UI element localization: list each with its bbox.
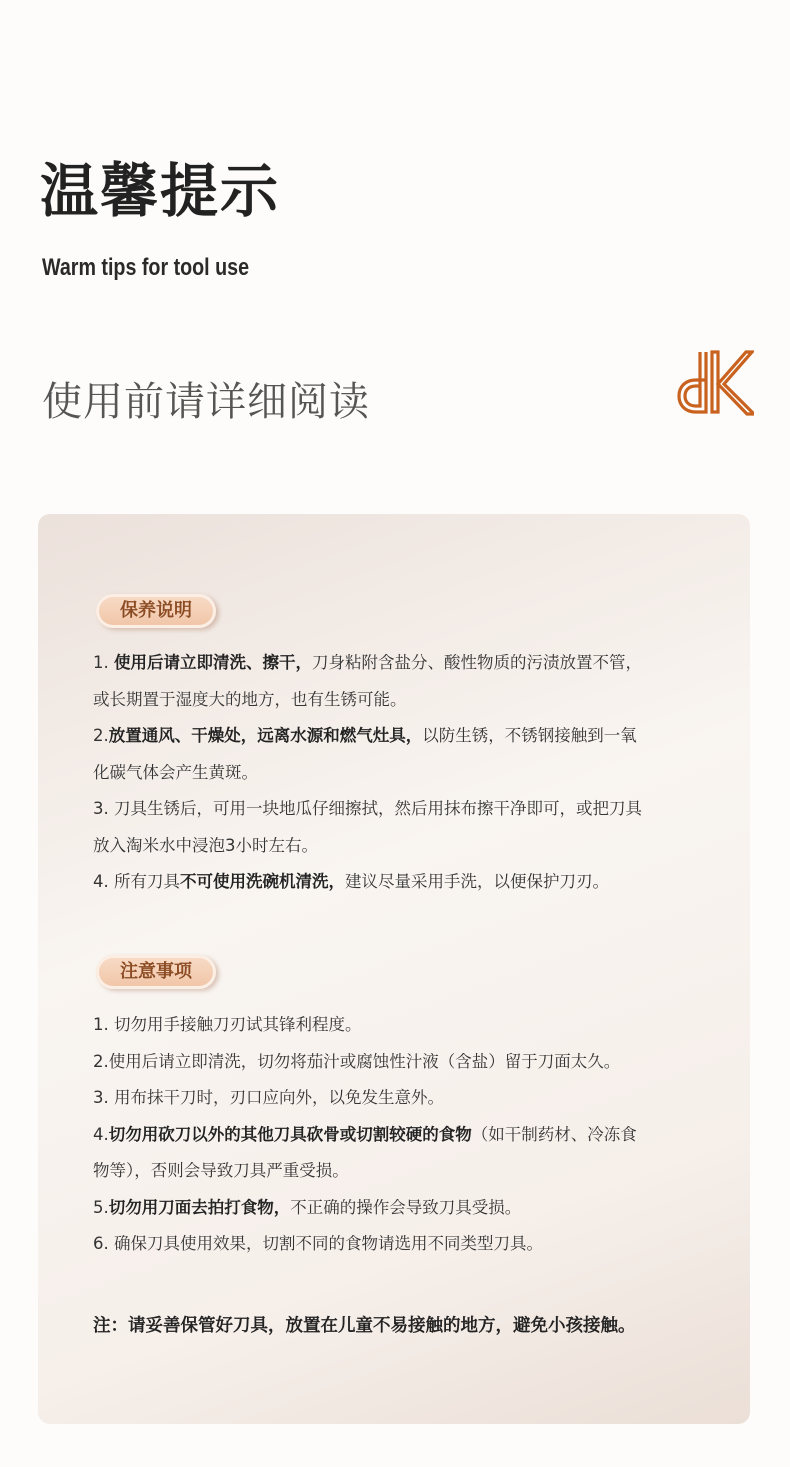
page-subtitle: Warm tips for tool use [42,254,250,281]
maintenance-list [93,645,713,901]
list-item: 5.切勿用刀面去拍打食物，不正确的操作会导致刀具受损。 [93,1197,522,1217]
maintenance-heading: 保养说明 [96,594,216,628]
safety-note: 注：请妥善保管好刀具，放置在儿童不易接触的地方，避免小孩接触。 [93,1316,636,1336]
cautions-list [93,1007,713,1263]
read-first-heading: 使用前请详细阅读 [42,379,370,425]
page-title: 温馨提示 [40,157,281,225]
list-item-continued: 化碳气体会产生黄斑。 [93,762,258,782]
dk-logo-icon [676,346,754,420]
list-item: 2.放置通风、干燥处，远离水源和燃气灶具，以防生锈，不锈钢接触到一氧 [93,726,637,745]
list-item: 4.切勿用砍刀以外的其他刀具砍骨或切割较硬的食物（如干制药材、冷冻食 [93,1124,637,1144]
list-item: 1. 切勿用手接触刀刃试其锋利程度。 [93,1015,362,1034]
list-item-continued: 放入淘米水中浸泡3小时左右。 [93,835,318,855]
tips-card [38,514,750,1424]
list-item: 6. 确保刀具使用效果，切割不同的食物请选用不同类型刀具。 [93,1234,543,1253]
list-item: 1. 使用后请立即清洗、擦干，刀身粘附含盐分、酸性物质的污渍放置不管， [93,653,642,672]
list-item: 3. 用布抹干刀时，刃口应向外，以免发生意外。 [93,1088,444,1107]
cautions-heading: 注意事项 [96,955,216,989]
list-item: 4. 所有刀具不可使用洗碗机清洗，建议尽量采用手洗，以便保护刀刃。 [93,872,609,891]
list-item-continued: 物等），否则会导致刀具严重受损。 [93,1161,349,1180]
list-item: 3. 刀具生锈后，可用一块地瓜仔细擦拭，然后用抹布擦干净即可，或把刀具 [93,799,642,818]
list-item-continued: 或长期置于湿度大的地方，也有生锈可能。 [93,689,407,709]
list-item: 2.使用后请立即清洗，切勿将茄汁或腐蚀性汁液（含盐）留于刀面太久。 [93,1051,621,1071]
